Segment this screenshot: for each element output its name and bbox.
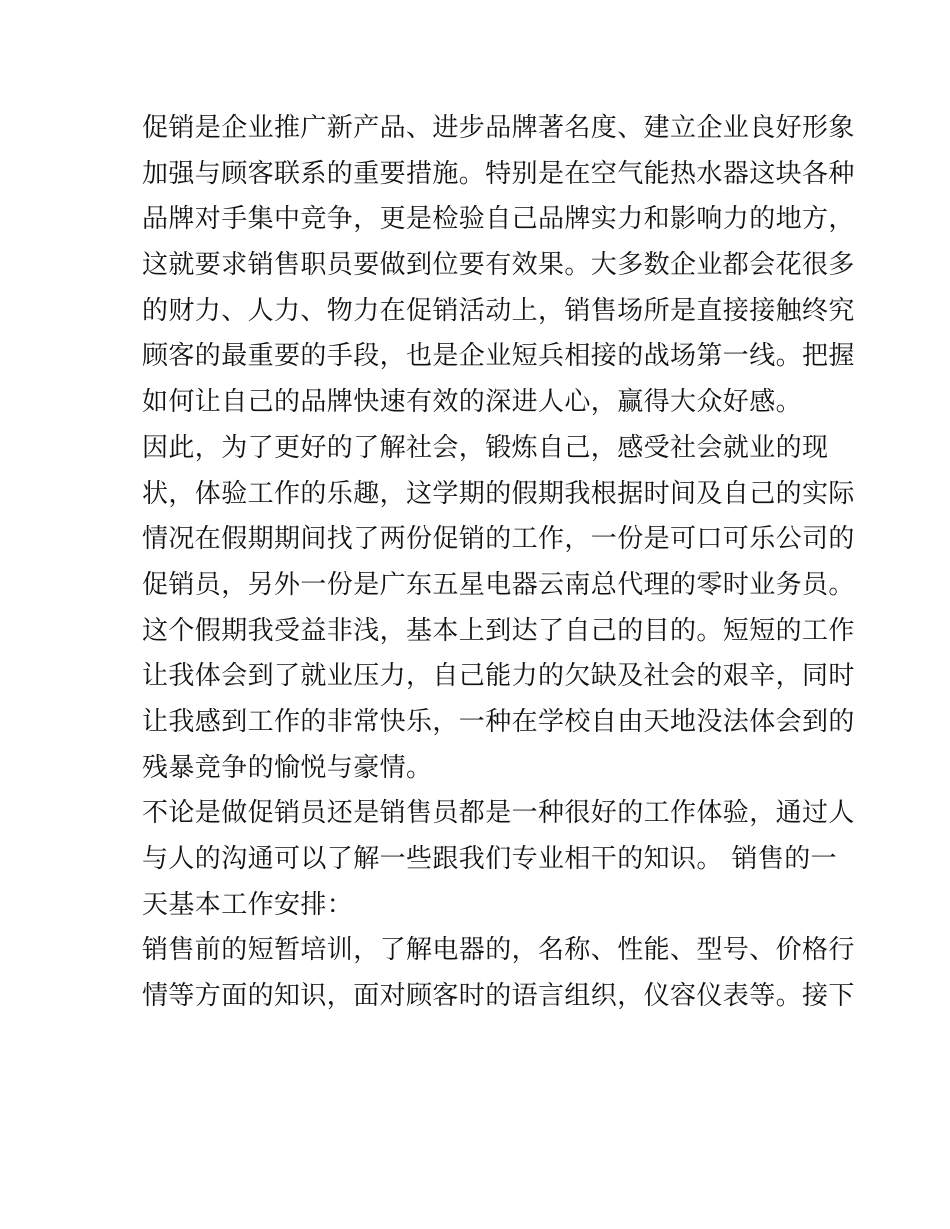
text-line: 加强与顾客联系的重要措施。特别是在空气能热水器这块各种 [142, 158, 855, 189]
text-line: 不论是做促销员还是销售员都是一种很好的工作体验，通过人 [142, 798, 855, 829]
text-line: 销售前的短暂培训，了解电器的，名称、性能、型号、价格行 [142, 935, 855, 966]
text-line: 天基本工作安排： [142, 889, 354, 920]
text-line: 的财力、人力、物力在促销活动上，销售场所是直接接触终究 [142, 295, 855, 326]
text-line: 品牌对手集中竞争，更是检验自己品牌实力和影响力的地方， [142, 204, 855, 235]
text-line: 与人的沟通可以了解一些跟我们专业相干的知识。 销售的一 [142, 844, 838, 874]
text-line: 让我感到工作的非常快乐，一种在学校自由天地没法体会到的 [142, 706, 855, 737]
text-line: 促销是企业推广新产品、进步品牌著名度、建立企业良好形象 [142, 113, 855, 143]
text-line: 促销员，另外一份是广东五星电器云南总代理的零时业务员。 [142, 569, 855, 600]
text-line: 情况在假期期间找了两份促销的工作，一份是可口可乐公司的 [142, 524, 855, 555]
document-body [142, 106, 855, 1020]
text-line: 顾客的最重要的手段，也是企业短兵相接的战场第一线。把握 [142, 341, 855, 372]
text-line: 这就要求销售职员要做到位要有效果。大多数企业都会花很多 [142, 250, 855, 281]
text-line: 因此，为了更好的了解社会，锻炼自己，感受社会就业的现 [142, 432, 829, 463]
text-line: 情等方面的知识，面对顾客时的语言组织，仪容仪表等。接下 [142, 981, 855, 1012]
text-line: 残暴竞争的愉悦与豪情。 [142, 752, 433, 783]
text-line: 状，体验工作的乐趣，这学期的假期我根据时间及自己的实际 [142, 478, 855, 509]
text-line: 让我体会到了就业压力，自己能力的欠缺及社会的艰辛，同时 [142, 661, 855, 692]
text-line: 如何让自己的品牌快速有效的深进人心，赢得大众好感。 [142, 387, 803, 418]
text-line: 这个假期我受益非浅，基本上到达了自己的目的。短短的工作 [142, 615, 855, 646]
